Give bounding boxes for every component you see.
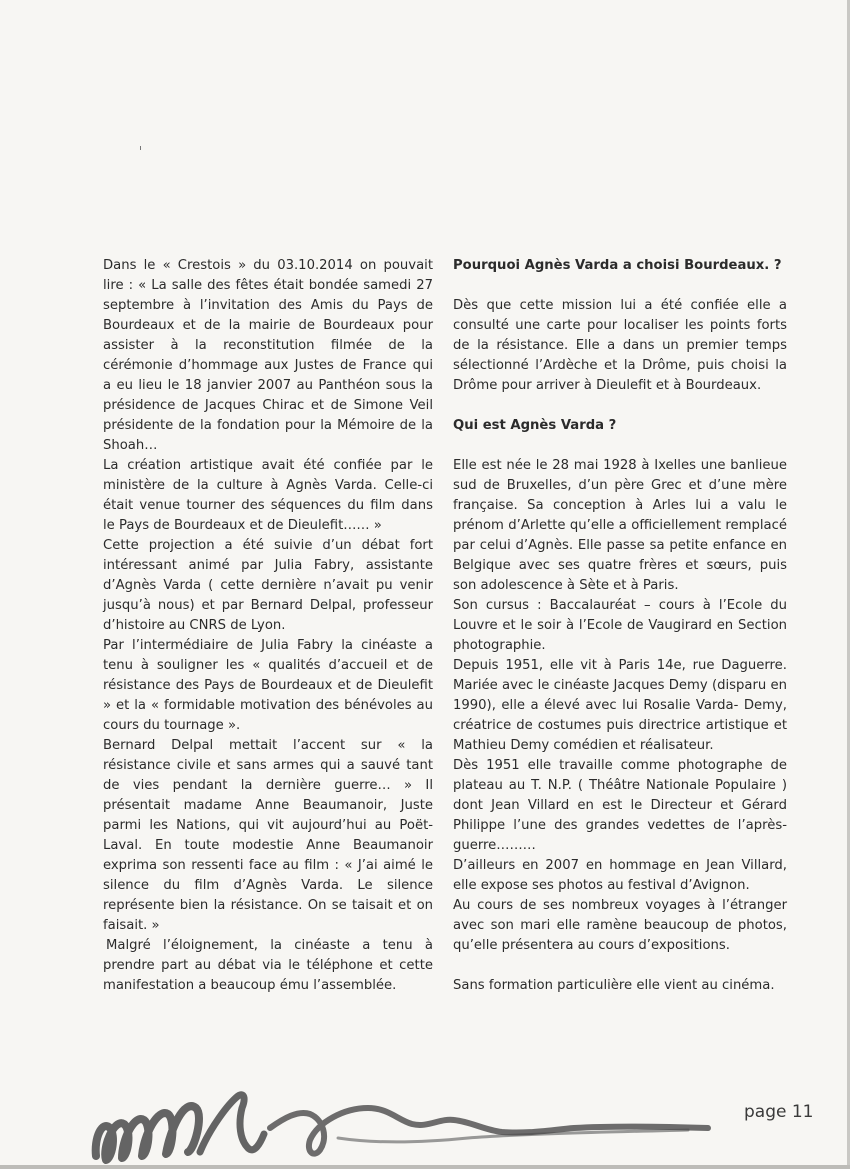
right-column [453, 256, 787, 996]
section-heading-who-is: Qui est Agnès Varda ? [453, 418, 617, 433]
right-paragraph-photographer: Dès 1951 elle travaille comme photographe de plateau au T. N.P. ( Théâtre Nationale Populaire ) dont Jean Villard en est le Directeur et Gérard Philippe l’une des grandes vedettes de l’après-guerre……… [453, 758, 787, 853]
left-paragraph-1: Dans le « Crestois » du 03.10.2014 on pouvait lire : « La salle des fêtes était bondée samedi 27 septembre à l’invitation des Amis du Pays de Bourdeaux et de la mairie de Bourdeaux pour assister à la reconstitution filmée de la cérémonie d’hommage aux Justes de France qui a eu lieu le 18 janvier 2007 au Panthéon sous la présidence de Jacques Chirac et de Simone Veil présidente de la fondation pour la Mémoire de la Shoah… [103, 258, 433, 453]
right-paragraph-cursus: Son cursus : Baccalauréat – cours à l’Ecole du Louvre et le soir à l’Ecole de Vaugirard en Section photographie. [453, 598, 787, 653]
page-number: page 11 [744, 1102, 814, 1122]
right-paragraph-birth: Elle est née le 28 mai 1928 à Ixelles une banlieue sud de Bruxelles, d’un père Grec et d’une mère française. Sa conception à Arles lui a valu le prénom d’Arlette qu’elle a officiellement remplacé par celui d’Agnès. Elle passe sa petite enfance en Belgique avec ses quatre frères et sœurs, puis son adolescence à Sète et à Paris. [453, 458, 787, 593]
section-heading-why-bourdeaux: Pourquoi Agnès Varda a choisi Bourdeaux. ? [453, 258, 782, 273]
left-paragraph-3: Cette projection a été suivie d’un débat fort intéressant animé par Julia Fabry, assistante d’Agnès Varda ( cette dernière n’avait pu venir jusqu’à nous) et par Bernard Delpal, professeur d’histoire au CNRS de Lyon. [103, 538, 433, 633]
left-paragraph-5: Bernard Delpal mettait l’accent sur « la résistance civile et sans armes qui a sauvé tant de vies pendant la dernière guerre… » Il présentait madame Anne Beaumanoir, Juste parmi les Nations, qui vit aujourd’hui au Poët- Laval. En toute modestie Anne Beaumanoir exprima son ressenti face au film : « J’ai aimé le silence du film d’Agnès Varda. Le silence représente bien la résistance. On se taisait et on faisait. » [103, 738, 433, 933]
right-paragraph-closing: Sans formation particulière elle vient au cinéma. [453, 978, 775, 993]
left-paragraph-4: Par l’intermédiaire de Julia Fabry la cinéaste a tenu à souligner les « qualités d’accueil et de résistance des Pays de Bourdeaux et de Dieulefit » et la « formidable motivation des bénévoles au cours du tournage ». [103, 638, 433, 733]
right-paragraph-avignon: D’ailleurs en 2007 en hommage en Jean Villard, elle expose ses photos au festival d’Avignon. [453, 858, 787, 893]
scan-speck [140, 146, 141, 150]
left-column [103, 256, 433, 996]
right-paragraph-mission: Dès que cette mission lui a été confiée elle a consulté une carte pour localiser les points forts de la résistance. Elle a dans un premier temps sélectionné l’Ardèche et la Drôme, puis choisi la Drôme pour arriver à Dieulefit et à Bourdeaux. [453, 298, 787, 393]
left-paragraph-6: Malgré l’éloignement, la cinéaste a tenu à prendre part au débat via le téléphone et cette manifestation a beaucoup ému l’assemblée. [103, 938, 433, 993]
right-paragraph-paris: Depuis 1951, elle vit à Paris 14e, rue Daguerre. Mariée avec le cinéaste Jacques Demy (disparu en 1990), elle a élevé avec lui Rosalie Varda- Demy, créatrice de costumes puis directrice artistique et Mathieu Demy comédien et réalisateur. [453, 658, 787, 753]
left-paragraph-2: La création artistique avait été confiée par le ministère de la culture à Agnès Varda. Celle-ci était venue tourner des séquences du film dans le Pays de Bourdeaux et de Dieulefit…… » [103, 458, 433, 533]
right-paragraph-travels: Au cours de ses nombreux voyages à l’étranger avec son mari elle ramène beaucoup de photos, qu’elle présentera au cours d’expositions. [453, 898, 787, 953]
handwritten-signature [88, 1068, 728, 1168]
